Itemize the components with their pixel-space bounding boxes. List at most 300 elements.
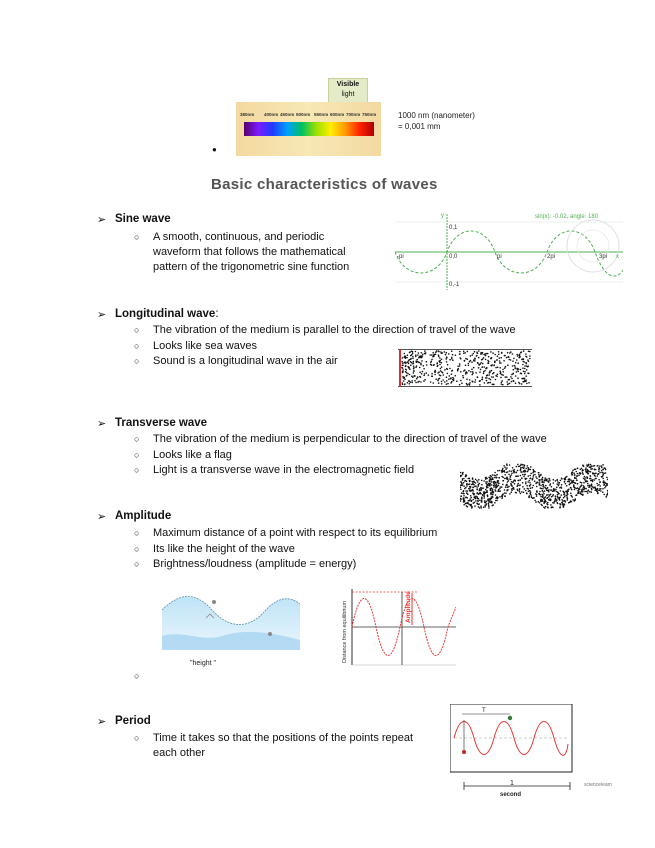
particle bbox=[420, 376, 422, 378]
particle bbox=[511, 474, 513, 476]
particle bbox=[516, 359, 518, 361]
particle bbox=[461, 492, 463, 494]
particle bbox=[508, 474, 510, 476]
particle bbox=[441, 383, 443, 385]
particle bbox=[536, 486, 538, 488]
longitudinal-bullet: Sound is a longitudinal wave in the air bbox=[153, 355, 338, 367]
particle bbox=[586, 469, 588, 471]
particle bbox=[529, 480, 531, 482]
particle bbox=[530, 491, 532, 493]
particle bbox=[490, 351, 492, 353]
particle bbox=[517, 369, 519, 371]
particle bbox=[492, 474, 494, 476]
particle bbox=[491, 484, 493, 486]
particle bbox=[522, 482, 524, 484]
particle bbox=[542, 488, 544, 490]
particle bbox=[451, 350, 453, 352]
particle bbox=[471, 354, 473, 356]
period-T-label: T bbox=[482, 708, 486, 714]
spectrum-tick: 700nm bbox=[346, 112, 361, 117]
particle bbox=[557, 497, 559, 499]
visible-light-label-box bbox=[328, 78, 368, 103]
particle bbox=[431, 375, 433, 377]
particle bbox=[435, 371, 437, 373]
particle bbox=[599, 488, 601, 490]
amplitude-bullet: Brightness/loudness (amplitude = energy) bbox=[153, 558, 357, 570]
particle bbox=[517, 470, 519, 472]
particle bbox=[490, 494, 492, 496]
particle bbox=[516, 466, 518, 468]
particle bbox=[601, 465, 603, 467]
particle bbox=[499, 357, 501, 359]
particle bbox=[463, 478, 465, 480]
amplitude-graph bbox=[338, 587, 456, 669]
particle bbox=[416, 365, 418, 367]
particle bbox=[410, 358, 412, 360]
particle bbox=[576, 480, 578, 482]
particle bbox=[547, 504, 549, 506]
particle bbox=[530, 473, 532, 475]
particle bbox=[479, 483, 481, 485]
particle bbox=[475, 379, 477, 381]
particle bbox=[542, 477, 544, 479]
particle bbox=[524, 373, 526, 375]
particle bbox=[590, 467, 592, 469]
particle bbox=[448, 378, 450, 380]
particle bbox=[509, 383, 511, 385]
sine-bullet-line: pattern of the trigonometric sine function bbox=[153, 261, 350, 273]
particle bbox=[594, 465, 596, 467]
particle bbox=[548, 491, 550, 493]
particle bbox=[599, 490, 601, 492]
particle bbox=[448, 353, 450, 355]
particle bbox=[580, 482, 582, 484]
particle bbox=[590, 468, 592, 470]
particle bbox=[442, 379, 444, 381]
particle bbox=[574, 487, 576, 489]
particle bbox=[402, 382, 404, 384]
particle bbox=[566, 497, 568, 499]
particle bbox=[529, 495, 531, 497]
particle bbox=[486, 490, 488, 492]
particle bbox=[474, 381, 476, 383]
particle bbox=[463, 353, 465, 355]
particle bbox=[433, 355, 435, 357]
particle bbox=[515, 382, 517, 384]
particle bbox=[548, 496, 550, 498]
circle-bullet-icon: ○ bbox=[134, 544, 140, 554]
particle bbox=[527, 471, 529, 473]
particle bbox=[402, 357, 404, 359]
particle bbox=[471, 368, 473, 370]
particle bbox=[532, 479, 534, 481]
particle bbox=[414, 375, 416, 377]
particle bbox=[409, 374, 411, 376]
particle bbox=[540, 499, 542, 501]
particle bbox=[402, 369, 404, 371]
particle bbox=[557, 503, 559, 505]
particle bbox=[587, 492, 589, 494]
particle bbox=[530, 466, 532, 468]
particle bbox=[495, 494, 497, 496]
period-time-value: 1 bbox=[510, 780, 514, 787]
particle bbox=[496, 477, 498, 479]
particle bbox=[572, 481, 574, 483]
particle bbox=[520, 467, 522, 469]
particle bbox=[540, 474, 542, 476]
particle bbox=[520, 369, 522, 371]
particle bbox=[491, 365, 493, 367]
particle bbox=[588, 487, 590, 489]
particle bbox=[462, 375, 464, 377]
particle bbox=[603, 484, 605, 486]
particle bbox=[570, 487, 572, 489]
particle bbox=[522, 364, 524, 366]
sine-x-pi: pi bbox=[497, 254, 502, 260]
particle bbox=[417, 381, 419, 383]
particle bbox=[495, 367, 497, 369]
particle bbox=[412, 356, 414, 358]
particle bbox=[542, 490, 544, 492]
particle bbox=[551, 486, 553, 488]
particle bbox=[526, 485, 528, 487]
particle bbox=[411, 350, 413, 352]
particle bbox=[471, 374, 473, 376]
particle bbox=[421, 352, 423, 354]
particle bbox=[513, 472, 515, 474]
particle bbox=[516, 472, 518, 474]
spectrum-panel bbox=[236, 102, 381, 156]
particle bbox=[481, 507, 483, 509]
particle bbox=[482, 487, 484, 489]
particle bbox=[490, 379, 492, 381]
particle bbox=[412, 376, 414, 378]
particle bbox=[512, 360, 514, 362]
particle bbox=[505, 486, 507, 488]
particle bbox=[413, 367, 415, 369]
particle bbox=[481, 379, 483, 381]
sine-bullet-line: A smooth, continuous, and periodic bbox=[153, 231, 325, 243]
page-title: Basic characteristics of waves bbox=[211, 176, 438, 193]
particle bbox=[582, 470, 584, 472]
particle bbox=[524, 371, 526, 373]
particle bbox=[487, 382, 489, 384]
particle bbox=[526, 478, 528, 480]
particle bbox=[402, 367, 404, 369]
particle bbox=[542, 486, 544, 488]
particle bbox=[472, 381, 474, 383]
particle bbox=[598, 473, 600, 475]
particle bbox=[473, 481, 475, 483]
particle bbox=[521, 491, 523, 493]
period-bullet-line: each other bbox=[153, 747, 205, 759]
particle bbox=[423, 365, 425, 367]
particle bbox=[597, 485, 599, 487]
particle bbox=[542, 496, 544, 498]
particle bbox=[503, 360, 505, 362]
particle bbox=[507, 364, 509, 366]
particle bbox=[419, 372, 421, 374]
particle bbox=[520, 465, 522, 467]
particle bbox=[557, 494, 559, 496]
particle bbox=[451, 358, 453, 360]
particle bbox=[506, 376, 508, 378]
particle bbox=[583, 478, 585, 480]
particle bbox=[479, 371, 481, 373]
particle bbox=[582, 491, 584, 493]
particle bbox=[469, 498, 471, 500]
particle bbox=[470, 486, 472, 488]
particle bbox=[500, 377, 502, 379]
particle bbox=[503, 465, 505, 467]
particle bbox=[417, 376, 419, 378]
particle bbox=[565, 491, 567, 493]
particle bbox=[473, 487, 475, 489]
particle bbox=[566, 476, 568, 478]
particle bbox=[468, 365, 470, 367]
particle bbox=[501, 383, 503, 385]
particle bbox=[523, 467, 525, 469]
particle bbox=[430, 362, 432, 364]
particle bbox=[528, 351, 530, 353]
particle bbox=[476, 487, 478, 489]
particle bbox=[479, 500, 481, 502]
particle bbox=[407, 362, 409, 364]
particle bbox=[421, 360, 423, 362]
particle bbox=[591, 489, 593, 491]
particle bbox=[476, 355, 478, 357]
particle bbox=[471, 506, 473, 508]
particle bbox=[594, 479, 596, 481]
particle bbox=[605, 485, 607, 487]
particle bbox=[469, 480, 471, 482]
particle bbox=[579, 472, 581, 474]
particle bbox=[416, 378, 418, 380]
particle bbox=[498, 489, 500, 491]
particle bbox=[410, 381, 412, 383]
fish-icon bbox=[268, 632, 272, 636]
particle bbox=[488, 378, 490, 380]
particle bbox=[543, 503, 545, 505]
particle bbox=[570, 483, 572, 485]
particle bbox=[522, 367, 524, 369]
particle bbox=[555, 480, 557, 482]
particle bbox=[595, 469, 597, 471]
particle bbox=[406, 369, 408, 371]
transverse-bullet: The vibration of the medium is perpendicular to the direction of travel of the wave bbox=[153, 433, 547, 445]
particle bbox=[531, 495, 533, 497]
particle bbox=[539, 481, 541, 483]
particle bbox=[467, 494, 469, 496]
particle bbox=[572, 469, 574, 471]
visible-light-label-line2: light bbox=[341, 91, 355, 98]
particle bbox=[494, 483, 496, 485]
particle bbox=[444, 381, 446, 383]
particle bbox=[468, 500, 470, 502]
particle bbox=[506, 357, 508, 359]
particle bbox=[519, 489, 521, 491]
particle bbox=[534, 500, 536, 502]
particle bbox=[469, 382, 471, 384]
particle bbox=[521, 383, 523, 385]
particle bbox=[484, 494, 486, 496]
particle bbox=[409, 369, 411, 371]
particle bbox=[540, 496, 542, 498]
particle bbox=[529, 493, 531, 495]
particle bbox=[473, 493, 475, 495]
particle bbox=[441, 359, 443, 361]
particle bbox=[433, 364, 435, 366]
particle bbox=[511, 381, 513, 383]
particle bbox=[488, 363, 490, 365]
particle bbox=[444, 369, 446, 371]
particle bbox=[517, 475, 519, 477]
particle bbox=[500, 357, 502, 359]
sine-origin: 0,0 bbox=[449, 254, 458, 260]
particle bbox=[488, 498, 490, 500]
particle bbox=[585, 488, 587, 490]
particle bbox=[555, 498, 557, 500]
particle bbox=[606, 496, 608, 498]
period-curve bbox=[454, 722, 568, 756]
particle bbox=[424, 350, 426, 352]
particle bbox=[588, 489, 590, 491]
spectrum-tick: 380nm bbox=[240, 112, 255, 117]
particle bbox=[573, 485, 575, 487]
particle bbox=[564, 479, 566, 481]
period-bullet-text bbox=[153, 731, 413, 761]
particle bbox=[533, 485, 535, 487]
particle bbox=[416, 359, 418, 361]
particle bbox=[512, 353, 514, 355]
particle bbox=[585, 467, 587, 469]
particle bbox=[557, 481, 559, 483]
particle bbox=[568, 481, 570, 483]
particle bbox=[558, 483, 560, 485]
particle bbox=[465, 476, 467, 478]
particle bbox=[449, 375, 451, 377]
particle bbox=[573, 472, 575, 474]
particle bbox=[422, 354, 424, 356]
particle bbox=[602, 474, 604, 476]
particle bbox=[418, 352, 420, 354]
particle bbox=[455, 375, 457, 377]
particle bbox=[487, 495, 489, 497]
particle bbox=[517, 377, 519, 379]
particle bbox=[563, 497, 565, 499]
period-bullet-line: Time it takes so that the positions of the points repeat bbox=[153, 732, 414, 744]
particle bbox=[491, 488, 493, 490]
particle bbox=[457, 366, 459, 368]
particle bbox=[577, 493, 579, 495]
particle bbox=[492, 477, 494, 479]
particle bbox=[492, 496, 494, 498]
particle bbox=[584, 488, 586, 490]
particle bbox=[482, 358, 484, 360]
particle bbox=[546, 494, 548, 496]
particle bbox=[509, 352, 511, 354]
particle bbox=[571, 473, 573, 475]
particle bbox=[520, 352, 522, 354]
particle bbox=[567, 492, 569, 494]
circle-bullet-icon: ○ bbox=[134, 465, 140, 475]
particle bbox=[515, 362, 517, 364]
particle bbox=[488, 504, 490, 506]
particle bbox=[580, 469, 582, 471]
particle bbox=[497, 374, 499, 376]
particle bbox=[463, 485, 465, 487]
particle bbox=[515, 375, 517, 377]
particle bbox=[472, 499, 474, 501]
period-time-unit: second bbox=[500, 792, 522, 798]
particle bbox=[525, 468, 527, 470]
particle bbox=[488, 477, 490, 479]
particle bbox=[504, 470, 506, 472]
particle bbox=[556, 479, 558, 481]
particle bbox=[594, 473, 596, 475]
particle bbox=[577, 490, 579, 492]
particle bbox=[526, 383, 528, 385]
particle bbox=[602, 491, 604, 493]
particle bbox=[535, 501, 537, 503]
particle bbox=[525, 353, 527, 355]
particle bbox=[583, 485, 585, 487]
particle bbox=[484, 353, 486, 355]
particle bbox=[424, 379, 426, 381]
particle bbox=[532, 476, 534, 478]
particle bbox=[560, 480, 562, 482]
particle bbox=[488, 356, 490, 358]
arrow-bullet-icon: ➢ bbox=[97, 418, 107, 430]
particle bbox=[533, 474, 535, 476]
particle bbox=[472, 490, 474, 492]
particle bbox=[471, 497, 473, 499]
particle bbox=[414, 380, 416, 382]
particle bbox=[560, 490, 562, 492]
particle bbox=[504, 492, 506, 494]
particle bbox=[544, 490, 546, 492]
particle bbox=[545, 501, 547, 503]
particle bbox=[463, 482, 465, 484]
particle bbox=[602, 488, 604, 490]
particle bbox=[467, 358, 469, 360]
particle bbox=[460, 487, 461, 489]
amplitude-graph-ylabel: Distance from equilibrium bbox=[342, 600, 348, 663]
particle bbox=[555, 489, 557, 491]
circle-bullet-icon: ○ bbox=[134, 528, 140, 538]
particle bbox=[441, 381, 443, 383]
sine-x-axis: x bbox=[616, 254, 619, 260]
particle bbox=[486, 481, 488, 483]
particle bbox=[559, 499, 561, 501]
particle bbox=[562, 500, 564, 502]
particle bbox=[475, 482, 477, 484]
particle bbox=[461, 482, 463, 484]
particle bbox=[535, 476, 537, 478]
particle bbox=[500, 490, 502, 492]
particle bbox=[499, 470, 501, 472]
particle bbox=[471, 361, 473, 363]
particle bbox=[491, 496, 493, 498]
particle bbox=[461, 382, 463, 384]
particle bbox=[591, 491, 593, 493]
particle bbox=[552, 502, 554, 504]
particle bbox=[459, 353, 461, 355]
particle bbox=[580, 492, 582, 494]
particle bbox=[434, 370, 436, 372]
particle bbox=[484, 366, 486, 368]
particle bbox=[465, 358, 467, 360]
